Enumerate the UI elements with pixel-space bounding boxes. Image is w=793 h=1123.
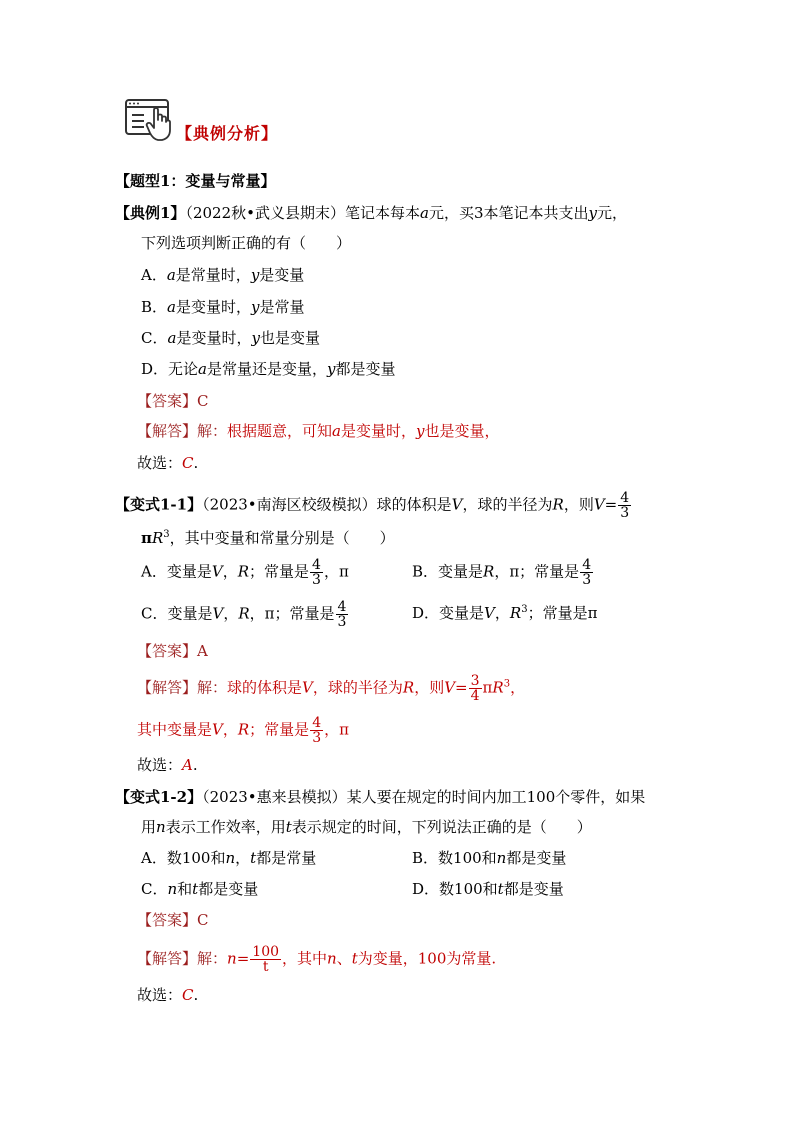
option-b: B．变量是R，π；常量是 $\frac{4}{3}$ [412,557,592,588]
option-d: D．无论a是常量还是变量，y都是变量 [141,360,396,378]
option-d: D．变量是V，$R^3$；常量是π [412,604,598,622]
variant-1-2-stem: 【变式1-2】（2023•惠来县模拟）某人要在规定的时间内加工100个零件，如果 [115,788,646,806]
variant-1-1-stem-line2: $\pi R^3$，其中变量和常量分别是（ ） [141,529,395,547]
option-c: C．a是变量时，y也是变量 [141,329,320,347]
variant-label: 【变式1-1】 [115,495,203,514]
stem-text: 元， [596,204,627,222]
header-title: 【典例分析】 [176,124,279,143]
stem-text: 元，买3本笔记本共支出 [428,204,589,222]
final-answer: 故选：C. [137,986,199,1004]
solution: 【解答】解：根据题意，可知a是变量时，y也是变量， [137,422,500,440]
option-a: A．数100和n，t都是常量 [141,849,317,867]
option-d: D．数100和t都是变量 [412,880,564,898]
variant-label: 【变式1-2】 [115,788,203,806]
answer: 【答案】C [137,911,209,929]
hand-pointer-screen-icon [124,98,182,144]
solution: 【解答】解：n= $\frac{100}{t}$ ，其中n、t为变量，100为常量. [137,944,497,975]
final-answer: 故选：A. [137,756,198,774]
option-b: B．a是变量时，y是常量 [141,298,305,316]
example-1-stem [115,203,627,223]
final-answer: 故选：C. [137,454,199,472]
variant-1-1-stem: 【变式1-1】（2023•南海区校级模拟）球的体积是V，球的半径为R，则V= $\frac{4}{3}$ [115,490,630,521]
example-1-stem-line2: 下列选项判断正确的有（ ） [141,234,352,252]
fraction: $\frac{4}{3}$ [620,490,630,521]
option-c: C．n和t都是变量 [141,880,259,898]
option-b: B．数100和n都是变量 [412,849,567,867]
var-a: a [419,204,429,222]
example-label: 【典例1】 [115,204,186,222]
stem-text: 笔记本每本 [344,204,420,222]
option-a: A．变量是V，R；常量是 $\frac{4}{3}$ ，π [141,557,349,588]
variant-1-2-stem-line2: 用n表示工作效率，用t表示规定的时间，下列说法正确的是（ ） [141,818,592,836]
option-c: C．变量是V，R，π；常量是 $\frac{4}{3}$ [141,599,347,630]
source: （2022秋•武义县期末） [185,204,345,222]
answer: 【答案】C [137,392,209,410]
solution: 【解答】解：球的体积是V，球的半径为R，则V= $\frac{3}{4}$ $\pi R^3$， [137,673,526,704]
option-a: A．a是常量时，y是变量 [141,266,305,284]
section-title: 【题型1：变量与常量】 [115,172,276,190]
answer: 【答案】A [137,642,208,660]
var-y: y [588,204,597,222]
solution-line2: 其中变量是V，R；常量是 $\frac{4}{3}$ ，π [137,715,349,746]
